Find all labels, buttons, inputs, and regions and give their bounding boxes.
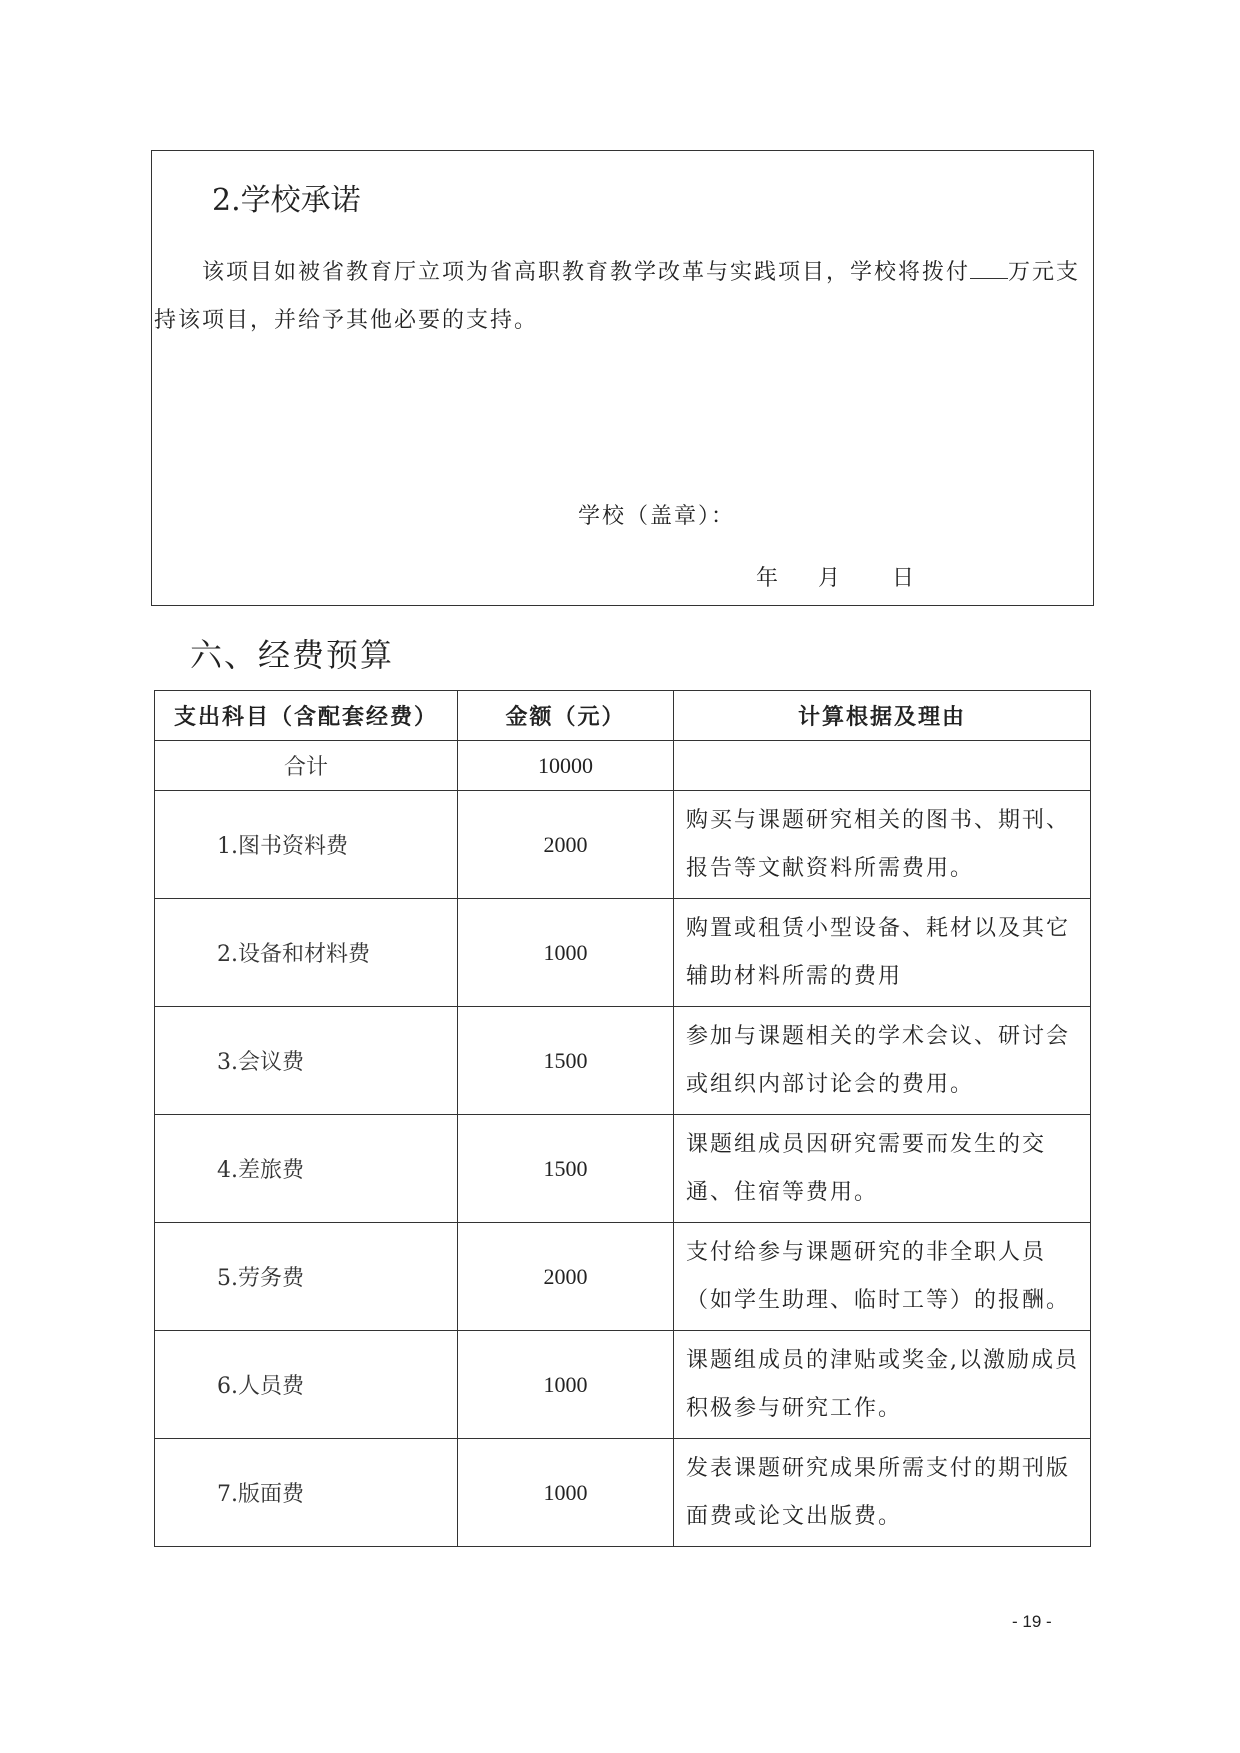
budget-item: 6.人员费 (155, 1331, 458, 1439)
budget-amount: 1500 (458, 1007, 674, 1115)
promise-text (154, 249, 1089, 345)
budget-item: 5.劳务费 (155, 1223, 458, 1331)
budget-item: 2.设备和材料费 (155, 899, 458, 1007)
budget-amount: 1000 (458, 1331, 674, 1439)
header-amount: 金额（元） (458, 691, 674, 741)
budget-reason: 购置或租赁小型设备、耗材以及其它辅助材料所需的费用 (674, 899, 1091, 1007)
budget-amount: 2000 (458, 791, 674, 899)
budget-amount: 1000 (458, 899, 674, 1007)
header-reason: 计算根据及理由 (674, 691, 1091, 741)
budget-row (155, 1331, 1091, 1439)
budget-row (155, 1115, 1091, 1223)
total-reason (674, 741, 1091, 791)
total-amount: 10000 (458, 741, 674, 791)
date-line (756, 561, 914, 592)
budget-row (155, 1439, 1091, 1547)
budget-row (155, 899, 1091, 1007)
budget-header-row (155, 691, 1091, 741)
promise-title: 2.学校承诺 (212, 183, 361, 218)
total-label: 合计 (155, 741, 458, 791)
budget-table (154, 690, 1091, 1547)
page-number: - 19 - (1012, 1612, 1052, 1631)
date-year: 年 (756, 566, 779, 591)
budget-total-row (155, 741, 1091, 791)
budget-row (155, 791, 1091, 899)
date-month: 月 (818, 566, 841, 591)
budget-item: 3.会议费 (155, 1007, 458, 1115)
promise-text-before-blank: 该项目如被省教育厅立项为省高职教育教学改革与实践项目，学校将拨付 (202, 260, 971, 285)
budget-amount: 2000 (458, 1223, 674, 1331)
budget-row (155, 1007, 1091, 1115)
budget-item: 7.版面费 (155, 1439, 458, 1547)
budget-amount: 1500 (458, 1115, 674, 1223)
school-promise-box (151, 150, 1094, 606)
date-day: 日 (892, 566, 915, 591)
budget-item: 4.差旅费 (155, 1115, 458, 1223)
budget-reason: 课题组成员因研究需要而发生的交通、住宿等费用。 (674, 1115, 1091, 1223)
promise-text-after-blank: 万元支持该项目，并给予其他必要的支持。 (154, 260, 1081, 333)
budget-reason: 课题组成员的津贴或奖金,以激励成员积极参与研究工作。 (674, 1331, 1091, 1439)
seal-label: 学校（盖章）： (578, 504, 736, 529)
header-expense-item: 支出科目（含配套经费） (155, 691, 458, 741)
budget-reason: 支付给参与课题研究的非全职人员（如学生助理、临时工等）的报酬。 (674, 1223, 1091, 1331)
budget-reason: 参加与课题相关的学术会议、研讨会或组织内部讨论会的费用。 (674, 1007, 1091, 1115)
budget-row (155, 1223, 1091, 1331)
amount-blank (970, 260, 1008, 279)
budget-section-title: 六、经费预算 (190, 636, 395, 674)
budget-item: 1.图书资料费 (155, 791, 458, 899)
budget-reason: 购买与课题研究相关的图书、期刊、报告等文献资料所需费用。 (674, 791, 1091, 899)
budget-reason: 发表课题研究成果所需支付的期刊版面费或论文出版费。 (674, 1439, 1091, 1547)
budget-amount: 1000 (458, 1439, 674, 1547)
